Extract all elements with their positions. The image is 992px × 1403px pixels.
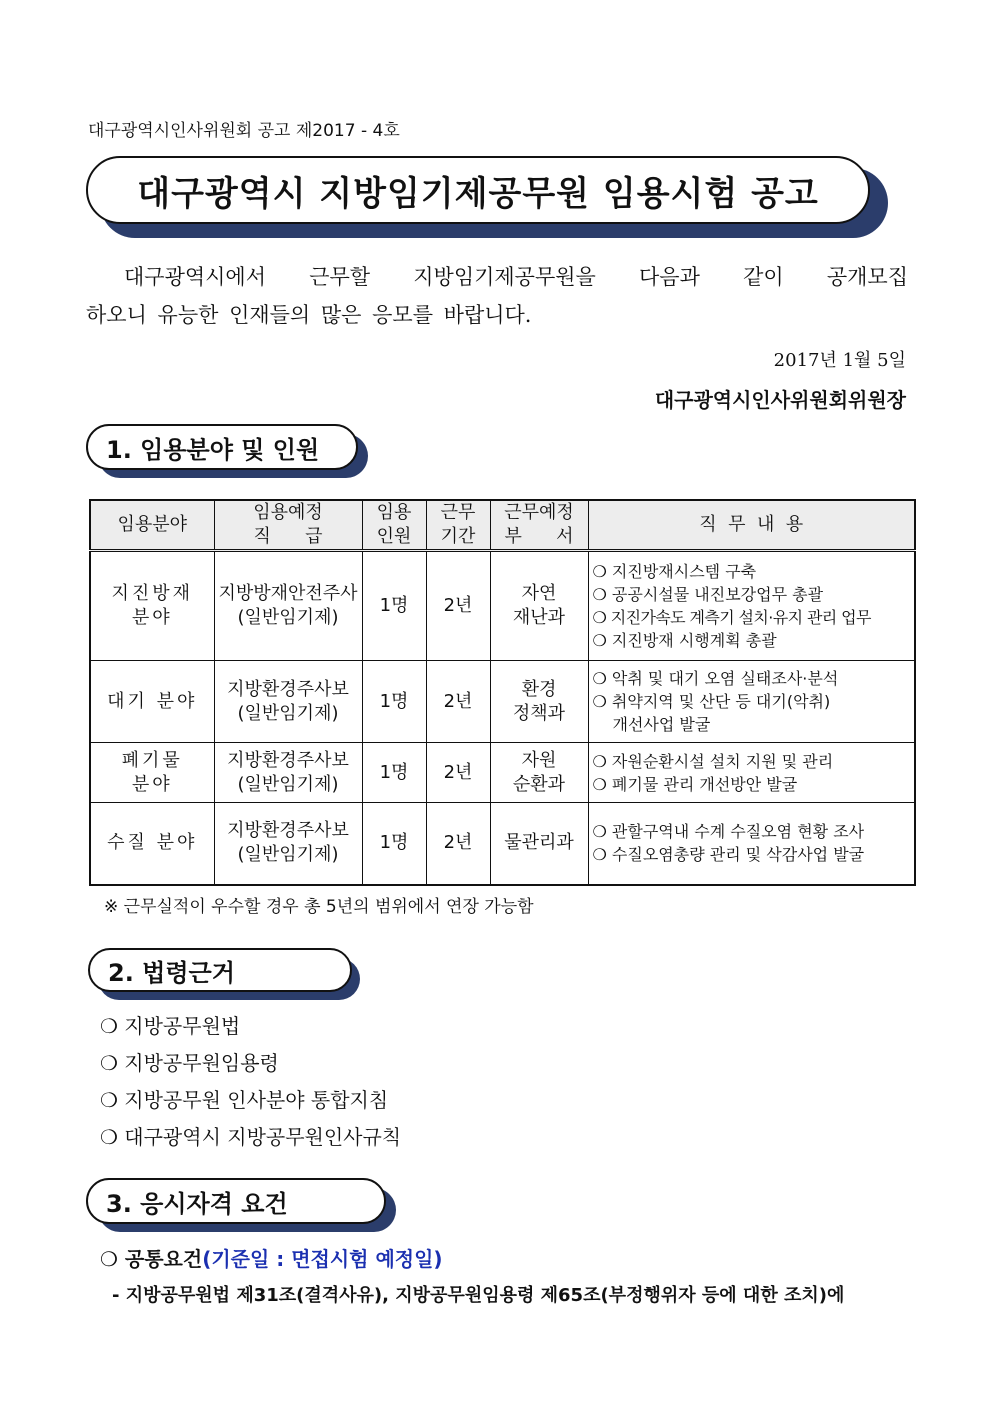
duty-item: ❍ 수질오염총량 관리 및 삭감사업 발굴 <box>592 845 865 865</box>
law-list <box>100 1012 401 1160</box>
cell-field <box>90 743 214 803</box>
cell-field-l1: 지진방재 <box>111 583 194 604</box>
header-grade-l1: 임용예정 <box>253 502 323 523</box>
common-requirement <box>100 1243 443 1272</box>
cell-duty <box>588 661 915 743</box>
header-count-l2: 인원 <box>376 526 412 547</box>
cell-duty <box>588 551 915 661</box>
cell-count: 1명 <box>362 661 426 743</box>
duty-item: ❍ 폐기물 관리 개선방안 발굴 <box>592 774 798 794</box>
cell-count: 1명 <box>362 803 426 885</box>
section-1-heading: 1. 임용분야 및 인원 <box>86 424 358 470</box>
cell-dept <box>490 743 588 803</box>
duty-item: ❍ 지진방재시스템 구축 <box>592 562 757 581</box>
cell-grade-l1: 지방방재안전주사 <box>218 583 358 604</box>
notice-number: 대구광역시인사위원회 공고 제2017 - 4호 <box>88 121 400 141</box>
duty-item: ❍ 지진가속도 계측기 설치·유지 관리 업무 <box>592 608 871 627</box>
cell-grade <box>214 661 362 743</box>
cell-period: 2년 <box>426 743 490 803</box>
duty-item: ❍ 공공시설물 내진보강업무 총괄 <box>592 585 824 604</box>
header-period-l1: 근무 <box>440 502 476 523</box>
header-count <box>362 500 426 551</box>
cell-field <box>90 661 214 743</box>
header-period-l2: 기간 <box>440 526 476 547</box>
cell-grade-l2: (일반임기제) <box>237 844 339 866</box>
cell-field <box>90 551 214 661</box>
cell-dept-l2: 순환과 <box>512 773 566 795</box>
cell-field-l2: 분야 <box>131 607 173 628</box>
cell-dept <box>490 803 588 885</box>
header-grade-l2: 직 급 <box>253 526 323 547</box>
list-item: ❍ 지방공무원 인사분야 통합지침 <box>100 1088 389 1112</box>
duty-item: ❍ 관할구역내 수계 수질오염 현황 조사 <box>592 822 865 842</box>
header-dept-l1: 근무예정 <box>504 502 574 523</box>
cell-grade-l2: (일반임기제) <box>237 702 339 724</box>
cell-period: 2년 <box>426 803 490 885</box>
cell-grade-l1: 지방환경주사보 <box>227 678 349 700</box>
common-requirement-label: ❍ 공통요건 <box>100 1247 203 1271</box>
duty-item: ❍ 악취 및 대기 오염 실태조사·분석 <box>592 669 839 688</box>
header-period <box>426 500 490 551</box>
cell-dept-l1: 물관리과 <box>504 832 574 854</box>
cell-count: 1명 <box>362 551 426 661</box>
cell-field <box>90 803 214 885</box>
cell-period: 2년 <box>426 551 490 661</box>
cell-field-l1: 폐기물 <box>121 749 183 771</box>
duty-item: 개선사업 발굴 <box>612 715 711 734</box>
header-dept <box>490 500 588 551</box>
duty-item: ❍ 지진방재 시행계획 총괄 <box>592 631 777 650</box>
requirement-detail: - 지방공무원법 제31조(결격사유), 지방공무원임용령 제65조(부정행위자 등에 대한 조치)에 <box>112 1285 845 1306</box>
cell-duty <box>588 743 915 803</box>
header-field: 임용분야 <box>90 500 214 551</box>
list-item: ❍ 지방공무원법 <box>100 1014 241 1038</box>
cell-grade <box>214 743 362 803</box>
header-duty: 직 무 내 용 <box>588 500 915 551</box>
recruitment-table <box>89 499 916 886</box>
cell-field-l2: 분야 <box>131 773 173 795</box>
cell-dept-l2: 정책과 <box>512 702 566 724</box>
cell-period: 2년 <box>426 661 490 743</box>
duty-item: ❍ 취약지역 및 산단 등 대기(악취) <box>592 692 831 711</box>
table-row <box>90 803 915 885</box>
header-grade <box>214 500 362 551</box>
intro-paragraph <box>86 258 908 334</box>
list-item: ❍ 지방공무원임용령 <box>100 1051 279 1075</box>
cell-dept <box>490 661 588 743</box>
cell-grade-l2: (일반임기제) <box>237 607 339 628</box>
intro-line-1: 대구광역시에서 근무할 지방임기제공무원을 다음과 같이 공개모집 <box>124 265 908 289</box>
cell-duty <box>588 803 915 885</box>
cell-field-l1: 대기 분야 <box>107 690 198 712</box>
table-row <box>90 551 915 661</box>
cell-grade-l1: 지방환경주사보 <box>227 749 349 771</box>
cell-grade <box>214 803 362 885</box>
common-requirement-note: (기준일 : 면접시험 예정일) <box>202 1247 443 1271</box>
cell-grade-l1: 지방환경주사보 <box>227 820 349 842</box>
page-title: 대구광역시 지방임기제공무원 임용시험 공고 <box>86 156 870 224</box>
duty-item: ❍ 자원순환시설 설치 지원 및 관리 <box>592 751 834 771</box>
cell-count: 1명 <box>362 743 426 803</box>
cell-dept <box>490 551 588 661</box>
cell-dept-l1: 환경 <box>521 678 557 700</box>
list-item: ❍ 대구광역시 지방공무원인사규칙 <box>100 1125 402 1149</box>
cell-dept-l1: 자연 <box>521 583 557 604</box>
signer: 대구광역시인사위원회위원장 <box>654 388 906 412</box>
cell-grade-l2: (일반임기제) <box>237 773 339 795</box>
section-3-heading: 3. 응시자격 요건 <box>86 1178 386 1224</box>
intro-line-2: 하오니 유능한 인재들의 많은 응모를 바랍니다. <box>86 303 532 327</box>
cell-dept-l2: 재난과 <box>512 607 566 628</box>
table-row <box>90 661 915 743</box>
table-row <box>90 743 915 803</box>
table-header-row <box>90 500 915 551</box>
header-count-l1: 임용 <box>376 502 412 523</box>
table-footnote: ※ 근무실적이 우수할 경우 총 5년의 범위에서 연장 가능함 <box>104 897 534 917</box>
cell-grade <box>214 551 362 661</box>
notice-date: 2017년 1월 5일 <box>773 350 906 371</box>
cell-field-l1: 수질 분야 <box>107 832 198 854</box>
section-2-heading: 2. 법령근거 <box>88 948 352 992</box>
header-dept-l2: 부 서 <box>504 526 574 547</box>
cell-dept-l1: 자원 <box>521 749 557 771</box>
